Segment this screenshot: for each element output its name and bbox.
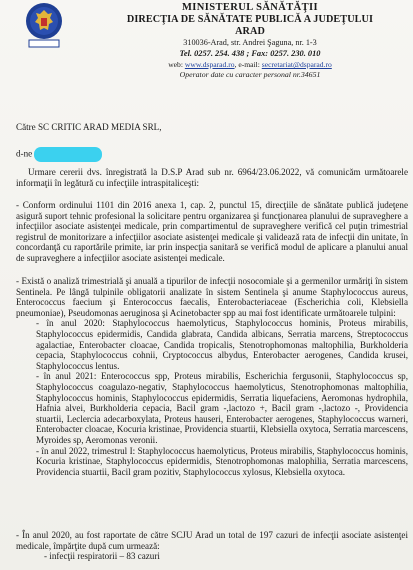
salutation-prefix: d-ne — [16, 148, 33, 159]
redacted-name — [34, 147, 102, 162]
romanian-government-crest-icon — [25, 2, 63, 50]
directorate-name: DIRECŢIA DE SĂNĂTATE PUBLICĂ A JUDEŢULUI ARAD — [126, 14, 374, 37]
letterhead-address: 310036-Arad, str. Andrei Şaguna, nr. 1-3 — [183, 38, 317, 47]
ministry-name: MINISTERUL SĂNĂTĂŢII — [181, 2, 319, 13]
intro-paragraph — [16, 167, 408, 188]
email-link[interactable]: secretariat@dsparad.ro — [261, 60, 332, 69]
letterhead-phone-fax: Tel. 0257. 254. 438 ; Fax: 0257. 230. 010 — [179, 49, 321, 58]
strains-2020: - în anul 2020: Staphylococcus haemolyticus, Staphylococcus hominis, Proteus mirabilis, Staphylococcus epidermidis, Candida glabrata, Candida albicans, Serratia marcens, Streptococcus agalactiae, Enterobacter cloacae, Candida tropicalis, Stenotrophomonas maltophilia, Burkholderia cepacia, Staphylococcus cohnii, Cryptococcus albydus, Enterobacter aerogenes, Candida krusei, Staphylococcus lentus. — [36, 318, 408, 371]
paragraph-legal-basis-text: - Conform ordinului 1101 din 2016 anexa 1, cap. 2, punctul 15, direcţiile de sănătate publică judeţene asigură suport tehnic profesional la solicitare pentru organizarea şi funcţionarea planului de supraveghere a infecţiilor asociate asistenţei medicale, prin compartimentul de supraveghere verifică cel puţin trimestrial registrul de monitorizare a infecţiilor asociate asistenţei medicale şi validează rata de infecţii din unitate, în concordanţă cu raportările primite, iar prin inspecţia sanitară se verifică modul de aplicare a planului anual de supraveghere a infecţiilor asociate asistenţei medicale. — [16, 200, 408, 263]
salutation-line — [16, 147, 408, 162]
intro-text: Urmare cererii dvs. înregistrată la D.S.P Arad sub nr. 6964/23.06.2022, vă comunicăm următoarele informaţii în legătură cu infecţiile intraspitaliceşti: — [16, 167, 408, 188]
strains-2021: - în anul 2021: Enterococcus spp, Proteus mirabilis, Escherichia fergusonii, Staphylococcus sp, Staphylococcus coagulazo-negativ, Staphylococcus haemolyticus, Stenotrophomonas maltophilia, Staphylococcus hominis, Staphylococcus epidermidis, Serratia liquefaciens, Aeromonas hydrophila, Hafnia alvei, Burkholderia cepacia, Bacil gram -,lactozo +, Bacil gram -,lactozo -, Providencia stuartii, Leclercia adecarboxylata, Proteus hauseri, Enterobacter aerogenes, Staphylococcus warneri, Enterobacter cloacae, Kocuria kristinae, Providencia stuartii, Klebsiella oxytoca, Serratia marcescens, Myroides sp, Aeromonas veronii. — [36, 371, 408, 445]
recipient-line: Către SC CRITIC ARAD MEDIA SRL, — [16, 122, 162, 132]
cases-lead-text: - În anul 2020, au fost raportate de către SCJU Arad un total de 197 cazuri de infecţii asociate asistenţei medicale, împărţite după cum urmează: — [16, 530, 408, 551]
letterhead — [120, 2, 380, 80]
strains-lead-text: - Există o analiză trimestrială şi anuală a tipurilor de infecţii nosocomiale şi a germenilor urmăriţi în sistem Sentinela. Pe lângă tulpinile obligatorii analizate în sistem Sentinela şi anume Staphylococcus aureus, Enterococcus faecium şi Enterococcus faecalis, Enterobacteriaceae (Escherichia coli, Klebsiella pneumoniae), Pseudomonas aeruginosa şi Acinetobacter spp au mai fost identificate următoarele tulpini: — [16, 276, 408, 318]
strains-2022: - în anul 2022, trimestrul I: Staphylococcus haemolyticus, Proteus mirabilis, Staphylococcus hominis, Kocuria kristinae, Staphylococcus epidermidis, Stenotrophomonas malophilia, Serratia marcescens, Providencia stuartii, Bacil gram pozitiv, Staphylococcus xylosus, Klebsiella oxytoca. — [36, 445, 408, 477]
email-prefix: , e-mail: — [234, 60, 262, 69]
website-link[interactable]: www.dsparad.ro — [184, 60, 235, 69]
cases-item-respiratory: - infecţii respiratorii – 83 cazuri — [44, 551, 160, 562]
letterhead-web-email — [120, 60, 380, 70]
paragraph-legal-basis — [16, 200, 408, 264]
paragraph-strains — [16, 276, 408, 477]
paragraph-cases-2020 — [16, 530, 408, 562]
data-operator-number: Operator date cu caracter personal nr.34651 — [179, 70, 321, 79]
web-prefix: web: — [168, 60, 185, 69]
